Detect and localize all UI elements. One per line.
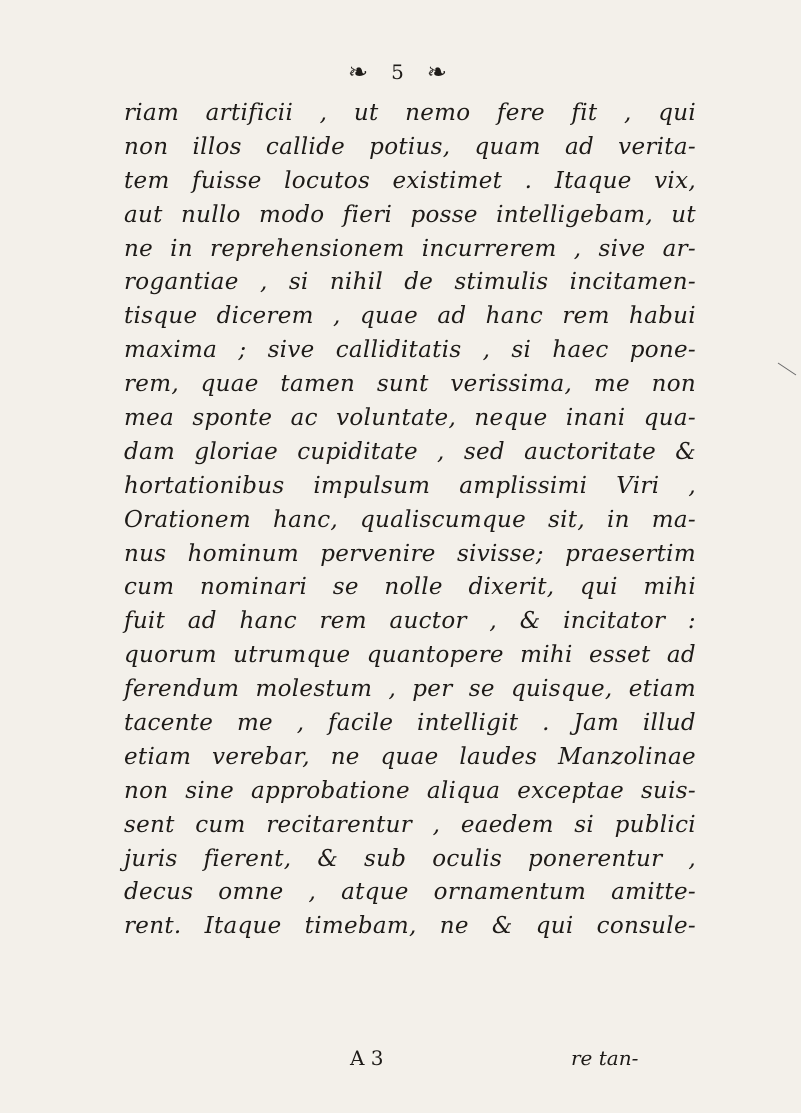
word: suis- <box>640 777 696 804</box>
word: verissima, <box>450 371 573 398</box>
word: etiam <box>628 676 696 703</box>
word: incurrerem <box>421 235 557 262</box>
text-line <box>124 809 696 843</box>
word: ma- <box>651 506 696 533</box>
word: dixerit, <box>468 574 555 601</box>
word: tamen <box>280 371 356 398</box>
word: si <box>288 269 309 296</box>
word: tacente <box>124 710 214 737</box>
word: aut <box>124 201 163 228</box>
word: aliqua <box>426 777 501 804</box>
word: habui <box>629 303 696 330</box>
word: incitamen- <box>569 269 696 296</box>
word: rent. <box>124 913 182 940</box>
word: ; <box>238 337 247 364</box>
word: se <box>468 676 495 703</box>
word: si <box>511 337 532 364</box>
word: hanc <box>485 303 544 330</box>
text-line <box>124 910 696 944</box>
word: illud <box>642 710 696 737</box>
word: non <box>651 371 696 398</box>
text-line <box>124 368 696 402</box>
word: ad <box>437 303 467 330</box>
word: quisque, <box>510 676 613 703</box>
word: mihi <box>520 642 573 669</box>
margin-mark-icon <box>777 362 797 376</box>
word: non <box>124 777 169 804</box>
word: fieri <box>342 201 393 228</box>
word: : <box>687 608 696 635</box>
word: gloriae <box>194 438 279 465</box>
word: qui <box>580 574 618 601</box>
word: fuisse <box>192 167 262 194</box>
word: ornamentum <box>433 879 587 906</box>
text-line <box>124 707 696 741</box>
word: & <box>675 438 696 465</box>
word: quae <box>380 743 439 770</box>
text-line <box>124 402 696 436</box>
word: nemo <box>405 100 471 126</box>
word: praesertim <box>565 540 696 567</box>
word: sub <box>364 845 407 872</box>
word: , <box>688 845 696 872</box>
word: , <box>489 608 498 635</box>
word: esset <box>589 642 651 669</box>
page-number: 5 <box>391 60 410 84</box>
word: callide <box>265 133 346 160</box>
word: laudes <box>459 743 538 770</box>
word: . <box>524 167 533 194</box>
word: , <box>482 337 491 364</box>
word: , <box>308 879 317 906</box>
text-line <box>124 504 696 538</box>
word: verita- <box>618 133 696 160</box>
word: Jam <box>573 710 620 737</box>
word: omne <box>218 879 284 906</box>
text-line <box>124 199 696 233</box>
word: auctoritate <box>524 438 657 465</box>
word: pone- <box>629 337 696 364</box>
word: tem <box>124 167 170 194</box>
word: dam <box>124 438 176 465</box>
word: qui <box>535 913 574 940</box>
text-line <box>124 436 696 470</box>
text-line <box>124 131 696 165</box>
catchword: re tan- <box>571 1046 639 1070</box>
text-line <box>124 843 696 877</box>
word: quae <box>359 303 419 330</box>
word: etiam <box>124 743 192 770</box>
word: , <box>688 472 696 499</box>
word: quam <box>474 133 541 160</box>
word: non <box>124 133 169 160</box>
word: facile <box>328 710 394 737</box>
word: ar- <box>662 235 696 262</box>
page-footer <box>124 1046 696 1078</box>
word: ut <box>353 100 379 126</box>
word: , <box>319 100 328 126</box>
word: atque <box>341 879 409 906</box>
word: rem <box>319 608 367 635</box>
text-line <box>124 673 696 707</box>
word: amplissimi <box>459 472 588 499</box>
word: ad <box>187 608 217 635</box>
word: me <box>236 710 273 737</box>
word: , <box>624 100 632 126</box>
word: sine <box>185 777 235 804</box>
word: auctor <box>389 608 467 635</box>
text-line <box>124 741 696 775</box>
word: Itaque <box>554 167 632 194</box>
word: in <box>606 506 630 533</box>
word: hanc <box>239 608 297 635</box>
signature-mark: A 3 <box>350 1046 384 1070</box>
word: ne <box>439 913 469 940</box>
word: qualiscumque <box>360 506 527 533</box>
word: modo <box>259 201 325 228</box>
word: verebar, <box>212 743 310 770</box>
word: dicerem <box>216 303 314 330</box>
word: , <box>437 438 445 465</box>
word: oculis <box>432 845 503 872</box>
word: inani <box>565 405 626 432</box>
word: , <box>573 235 582 262</box>
word: ne <box>330 743 360 770</box>
word: sponte <box>192 405 273 432</box>
word: sent <box>124 811 175 838</box>
word: ad <box>564 133 594 160</box>
word: & <box>519 608 541 635</box>
word: reprehensionem <box>210 235 405 262</box>
word: Manzolinae <box>558 743 696 770</box>
word: quantopere <box>366 642 504 669</box>
word: sivisse; <box>456 540 544 567</box>
word: riam <box>124 100 180 126</box>
word: ponerentur <box>527 845 663 872</box>
fleuron-right-icon: ❧ <box>426 58 453 86</box>
word: calliditatis <box>335 337 462 364</box>
word: , <box>296 710 305 737</box>
text-line <box>124 775 696 809</box>
text-line <box>124 605 696 639</box>
body-text <box>124 97 696 944</box>
word: nominari <box>200 574 308 601</box>
word: , <box>333 303 341 330</box>
word: & <box>491 913 513 940</box>
word: juris <box>124 845 178 872</box>
word: , <box>432 811 441 838</box>
word: fierent, <box>203 845 292 872</box>
word: eaedem <box>460 811 554 838</box>
word: hanc, <box>272 506 338 533</box>
word: impulsum <box>313 472 431 499</box>
word: ne <box>124 235 154 262</box>
word: mihi <box>643 574 696 601</box>
word: quorum <box>124 642 217 669</box>
word: qui <box>658 100 696 126</box>
word: nus <box>124 540 167 567</box>
word: rem, <box>124 371 179 398</box>
word: me <box>593 371 630 398</box>
fleuron-left-icon: ❧ <box>348 58 375 86</box>
word: potius, <box>369 133 451 160</box>
text-line <box>124 300 696 334</box>
word: artificii <box>205 100 294 126</box>
word: voluntate, <box>336 405 457 432</box>
word: intelligit <box>416 710 519 737</box>
word: molestum <box>255 676 373 703</box>
word: per <box>412 676 453 703</box>
word: stimulis <box>454 269 549 296</box>
word: posse <box>410 201 478 228</box>
word: exceptae <box>517 777 625 804</box>
word: rem <box>562 303 610 330</box>
word: decus <box>124 879 194 906</box>
word: se <box>332 574 359 601</box>
word: hominum <box>187 540 299 567</box>
word: Viri <box>616 472 660 499</box>
word: rogantiae <box>124 269 239 296</box>
word: cupiditate <box>297 438 418 465</box>
word: maxima <box>124 337 218 364</box>
word: in <box>170 235 193 262</box>
word: , <box>259 269 268 296</box>
word: incitator <box>563 608 666 635</box>
word: intelligebam, <box>496 201 653 228</box>
word: Orationem <box>124 506 251 533</box>
word: publici <box>614 811 696 838</box>
text-line <box>124 470 696 504</box>
word: de <box>404 269 434 296</box>
page-header <box>0 58 801 86</box>
text-line <box>124 165 696 199</box>
word: pervenire <box>320 540 436 567</box>
text-line <box>124 571 696 605</box>
word: sit, <box>548 506 585 533</box>
word: mea <box>124 405 175 432</box>
word: approbatione <box>251 777 410 804</box>
word: si <box>574 811 595 838</box>
word: illos <box>192 133 242 160</box>
word: tisque <box>124 303 198 330</box>
text-line <box>124 334 696 368</box>
word: qua- <box>643 405 696 432</box>
word: hortationibus <box>124 472 285 499</box>
word: , <box>388 676 397 703</box>
word: nolle <box>384 574 443 601</box>
word: consule- <box>596 913 696 940</box>
word: sive <box>598 235 646 262</box>
word: sunt <box>376 371 429 398</box>
word: locutos <box>284 167 371 194</box>
word: fuit <box>124 608 166 635</box>
word: nihil <box>329 269 384 296</box>
word: ut <box>671 201 696 228</box>
text-line <box>124 876 696 910</box>
word: cum <box>124 574 175 601</box>
word: fit <box>571 100 598 126</box>
word: vix, <box>654 167 696 194</box>
word: & <box>317 845 339 872</box>
word: amitte- <box>611 879 696 906</box>
word: sed <box>463 438 505 465</box>
text-line <box>124 639 696 673</box>
word: ad <box>666 642 696 669</box>
text-line <box>124 266 696 300</box>
text-line <box>124 97 696 131</box>
word: ferendum <box>124 676 240 703</box>
word: ac <box>290 405 318 432</box>
word: . <box>542 710 550 737</box>
word: existimet <box>392 167 503 194</box>
word: Itaque <box>204 913 282 940</box>
word: neque <box>474 405 548 432</box>
word: quae <box>200 371 259 398</box>
word: cum <box>195 811 246 838</box>
text-line <box>124 538 696 572</box>
word: fere <box>496 100 545 126</box>
word: nullo <box>181 201 241 228</box>
word: sive <box>267 337 315 364</box>
text-line <box>124 233 696 267</box>
word: utrumque <box>233 642 351 669</box>
word: recitarentur <box>266 811 413 838</box>
word: timebam, <box>304 913 417 940</box>
word: haec <box>552 337 609 364</box>
